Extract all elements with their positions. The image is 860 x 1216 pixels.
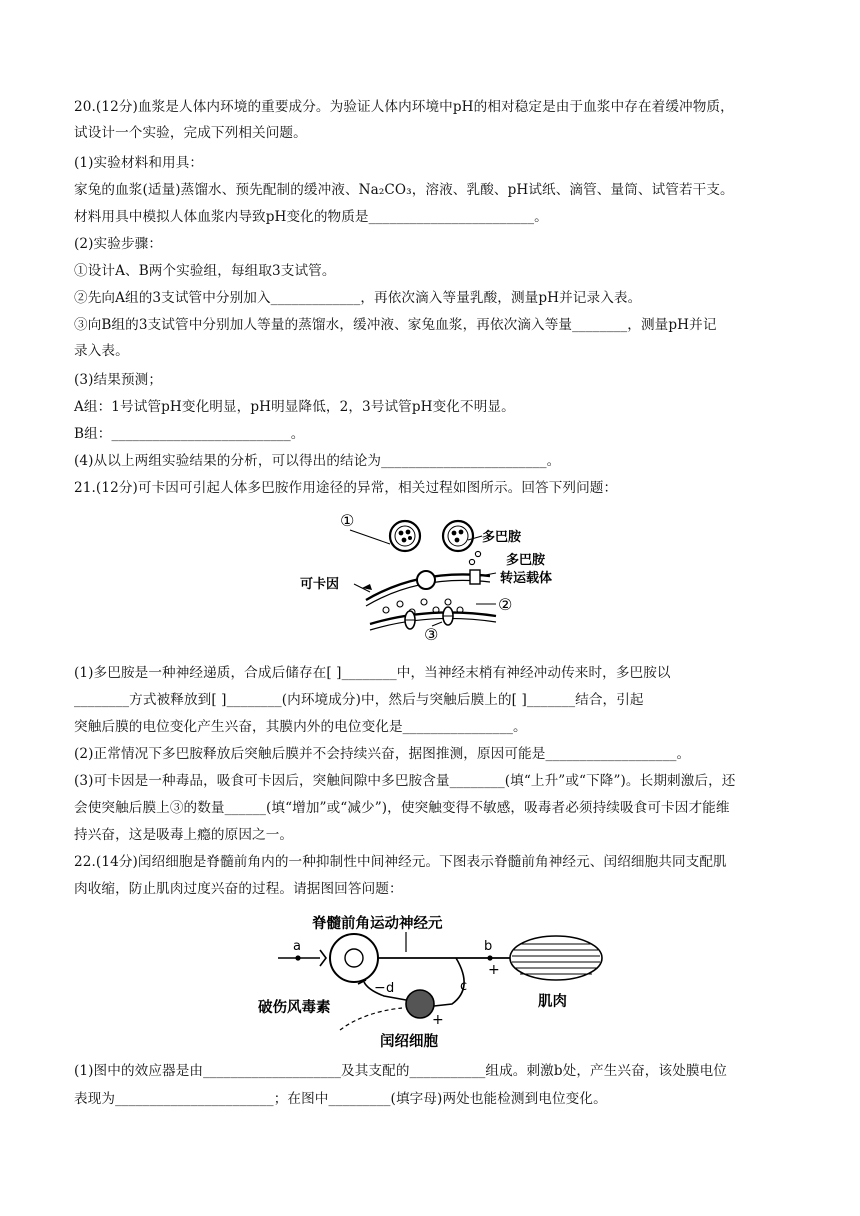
transporter-label-line1: 多巴胺 xyxy=(506,553,546,568)
q20-part3-heading: (3)结果预测； xyxy=(74,372,163,388)
q20-materials: 家兔的血浆(适量)蒸馏水、预先配制的缓冲液、Na₂CO₃，溶液、乳酸、pH试纸、滴管、量筒、试管若干支。 xyxy=(74,182,734,198)
q20-part2-heading: (2)实验步骤： xyxy=(74,236,163,252)
point-c-label: c xyxy=(460,979,468,994)
point-b-label: b xyxy=(484,939,493,954)
minus-sign: − xyxy=(374,980,386,996)
q20-step3-cont: 录入表。 xyxy=(74,343,129,359)
q21-part3-line1: (3)可卡因是一种毒品，吸食可卡因后，突触间隙中多巴胺含量________(填“上升”或“下降”)。长期刺激后，还 xyxy=(74,773,736,789)
motor-neuron-label: 脊髓前角运动神经元 xyxy=(312,916,443,932)
q20-step1: ①设计A、B两个实验组，每组取3支试管。 xyxy=(74,263,336,279)
neuron-circuit-diagram xyxy=(256,908,616,1052)
q21-part1-line2: ________方式被释放到[ ]________(内环境成分)中，然后与突触后膜上的[ ]_______结合，引起 xyxy=(74,692,644,708)
plus-sign-renshaw: + xyxy=(432,1012,444,1028)
q20-step2: ②先向A组的3支试管中分别加入_____________，再依次滴入等量乳酸，测量pH并记录入表。 xyxy=(74,290,642,306)
q20-result-b: B组：__________________________。 xyxy=(74,426,305,442)
muscle-label: 肌肉 xyxy=(538,994,567,1010)
q20-title: 20.(12分)血浆是人体内环境的重要成分。为验证人体内环境中pH的相对稳定是由于血浆中存在着缓冲物质， xyxy=(74,99,734,115)
q21-part3-line3: 持兴奋，这是吸毒上瘾的原因之一。 xyxy=(74,827,294,843)
q20-part4: (4)从以上两组实验结果的分析，可以得出的结论为________________________。 xyxy=(74,453,561,469)
transporter-label-line2: 转运载体 xyxy=(500,571,553,586)
q20-title-cont: 试设计一个实验，完成下列相关问题。 xyxy=(74,125,307,141)
q21-part1-line3: 突触后膜的电位变化产生兴奋，其膜内外的电位变化是________________。 xyxy=(74,719,527,735)
synapse-diagram xyxy=(300,506,553,644)
marker-2-label: ② xyxy=(498,595,513,614)
marker-3-label: ③ xyxy=(424,625,439,644)
renshaw-cell-label: 闰绍细胞 xyxy=(380,1034,438,1050)
cocaine-label: 可卡因 xyxy=(300,577,340,592)
q21-part2: (2)正常情况下多巴胺释放后突触后膜并不会持续兴奋，据图推测，原因可能是___________________。 xyxy=(74,746,691,762)
q20-part1-question: 材料用具中模拟人体血浆内导致pH变化的物质是________________________。 xyxy=(74,209,548,225)
marker-1-label: ① xyxy=(340,511,355,530)
tetanus-toxin-label: 破伤风毒素 xyxy=(258,1000,331,1016)
q21-title: 21.(12分)可卡因可引起人体多巴胺作用途径的异常，相关过程如图所示。回答下列问题： xyxy=(74,480,618,496)
q21-part3-line2: 会使突触后膜上③的数量______(填“增加”或“减少”)，使突触变得不敏感，吸毒者必须持续吸食可卡因才能维 xyxy=(74,800,730,816)
q20-step3: ③向B组的3支试管中分别加人等量的蒸馏水，缓冲液、家兔血浆，再依次滴入等量________，测量pH并记 xyxy=(74,317,717,333)
q22-part1-line2: 表现为_______________________；在图中_________(填字母)两处也能检测到电位变化。 xyxy=(74,1091,607,1107)
plus-sign-muscle: + xyxy=(488,962,500,978)
point-a-label: a xyxy=(293,939,301,954)
dopamine-label: 多巴胺 xyxy=(482,530,522,545)
point-d-label: d xyxy=(386,981,395,996)
q22-title: 22.(14分)闰绍细胞是脊髓前角内的一种抑制性中间神经元。下图表示脊髓前角神经元、闰绍细胞共同支配肌 xyxy=(74,854,727,870)
q21-part1-line1: (1)多巴胺是一种神经递质，合成后储存在[ ]________中，当神经末梢有神经冲动传来时，多巴胺以 xyxy=(74,665,671,681)
q20-part1-heading: (1)实验材料和用具： xyxy=(74,155,204,171)
q20-result-a: A组：1号试管pH变化明显，pH明显降低，2，3号试管pH变化不明显。 xyxy=(74,399,515,415)
q22-part1-line1: (1)图中的效应器是由____________________及其支配的___________组成。刺激b处，产生兴奋，该处膜电位 xyxy=(74,1063,727,1079)
q22-title-cont: 肉收缩，防止肌肉过度兴奋的过程。请据图回答问题： xyxy=(74,881,403,897)
